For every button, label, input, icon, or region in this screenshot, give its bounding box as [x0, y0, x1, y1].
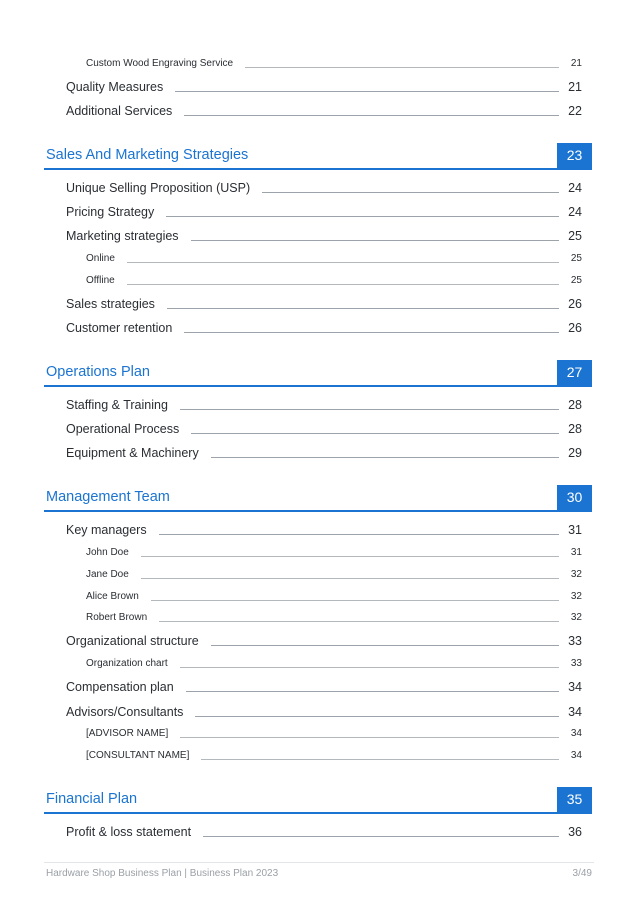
- entry-page-number: 25: [570, 253, 582, 264]
- leader-line: [186, 691, 559, 692]
- entry-title: Organization chart: [86, 658, 178, 669]
- entry-title: Pricing Strategy: [66, 205, 164, 219]
- footer-page-indicator: 3/49: [572, 868, 592, 879]
- leader-line: [211, 645, 559, 646]
- toc-section-heading[interactable]: [0, 485, 638, 513]
- toc-entry[interactable]: [0, 80, 638, 98]
- leader-line: [262, 192, 559, 193]
- section-page-number: 30: [557, 485, 592, 510]
- entry-title: John Doe: [86, 547, 139, 558]
- entry-page-number: 28: [568, 398, 582, 412]
- leader-line: [151, 600, 559, 601]
- entry-title: Staffing & Training: [66, 398, 178, 412]
- toc-section-heading[interactable]: [0, 360, 638, 388]
- leader-line: [166, 216, 559, 217]
- leader-line: [159, 534, 559, 535]
- leader-line: [203, 836, 559, 837]
- entry-page-number: 31: [570, 547, 582, 558]
- leader-line: [167, 308, 559, 309]
- section-title: Sales And Marketing Strategies: [46, 147, 249, 163]
- footer-title: Hardware Shop Business Plan | Business Plan 2023: [46, 868, 279, 879]
- toc-subentry[interactable]: [0, 750, 638, 768]
- leader-line: [175, 91, 559, 92]
- toc-entry[interactable]: [0, 205, 638, 223]
- toc-section-heading[interactable]: [0, 787, 638, 815]
- leader-line: [141, 556, 559, 557]
- entry-page-number: 34: [568, 705, 582, 719]
- leader-line: [191, 433, 559, 434]
- entry-page-number: 26: [568, 321, 582, 335]
- leader-line: [184, 332, 559, 333]
- section-title: Financial Plan: [46, 791, 138, 807]
- toc-entry[interactable]: [0, 634, 638, 652]
- toc-entry[interactable]: [0, 422, 638, 440]
- footer-divider: [44, 862, 594, 863]
- entry-title: Additional Services: [66, 104, 182, 118]
- toc-entry[interactable]: [0, 321, 638, 339]
- entry-page-number: 21: [570, 58, 582, 69]
- section-underline: [44, 510, 592, 512]
- section-underline: [44, 385, 592, 387]
- leader-line: [180, 667, 559, 668]
- leader-line: [184, 115, 559, 116]
- entry-title: [ADVISOR NAME]: [86, 728, 178, 739]
- entry-title: Sales strategies: [66, 297, 165, 311]
- section-title: Operations Plan: [46, 364, 150, 380]
- section-underline: [44, 168, 592, 170]
- entry-title: Robert Brown: [86, 612, 157, 623]
- toc-subentry[interactable]: [0, 547, 638, 565]
- entry-page-number: 25: [568, 229, 582, 243]
- entry-page-number: 32: [570, 569, 582, 580]
- entry-title: Key managers: [66, 523, 157, 537]
- leader-line: [201, 759, 559, 760]
- entry-title: Online: [86, 253, 125, 264]
- entry-page-number: 34: [570, 750, 582, 761]
- leader-line: [127, 284, 559, 285]
- toc-subentry[interactable]: [0, 58, 638, 76]
- toc-entry[interactable]: [0, 229, 638, 247]
- entry-page-number: 29: [568, 446, 582, 460]
- entry-page-number: 25: [570, 275, 582, 286]
- toc-entry[interactable]: [0, 181, 638, 199]
- section-page-number: 35: [557, 787, 592, 812]
- toc-subentry[interactable]: [0, 658, 638, 676]
- entry-page-number: 32: [570, 591, 582, 602]
- entry-page-number: 32: [570, 612, 582, 623]
- entry-page-number: 26: [568, 297, 582, 311]
- entry-page-number: 28: [568, 422, 582, 436]
- entry-page-number: 33: [570, 658, 582, 669]
- toc-entry[interactable]: [0, 825, 638, 843]
- entry-title: Advisors/Consultants: [66, 705, 193, 719]
- leader-line: [211, 457, 559, 458]
- toc-entry[interactable]: [0, 398, 638, 416]
- entry-page-number: 24: [568, 181, 582, 195]
- entry-page-number: 33: [568, 634, 582, 648]
- entry-page-number: 24: [568, 205, 582, 219]
- entry-title: Compensation plan: [66, 680, 184, 694]
- section-title: Management Team: [46, 489, 170, 505]
- entry-title: Customer retention: [66, 321, 182, 335]
- leader-line: [180, 409, 559, 410]
- entry-title: Alice Brown: [86, 591, 149, 602]
- entry-page-number: 21: [568, 80, 582, 94]
- leader-line: [180, 737, 559, 738]
- leader-line: [141, 578, 559, 579]
- entry-page-number: 36: [568, 825, 582, 839]
- section-page-number: 23: [557, 143, 592, 168]
- toc-section-heading[interactable]: [0, 143, 638, 171]
- entry-title: Marketing strategies: [66, 229, 189, 243]
- toc-subentry[interactable]: [0, 728, 638, 746]
- entry-title: [CONSULTANT NAME]: [86, 750, 199, 761]
- entry-title: Quality Measures: [66, 80, 173, 94]
- entry-page-number: 22: [568, 104, 582, 118]
- section-underline: [44, 812, 592, 814]
- entry-title: Profit & loss statement: [66, 825, 201, 839]
- entry-title: Operational Process: [66, 422, 189, 436]
- toc-entry[interactable]: [0, 104, 638, 122]
- entry-page-number: 34: [568, 680, 582, 694]
- toc-entry[interactable]: [0, 523, 638, 541]
- toc-entry[interactable]: [0, 705, 638, 723]
- toc-subentry[interactable]: [0, 612, 638, 630]
- entry-title: Unique Selling Proposition (USP): [66, 181, 260, 195]
- toc-entry[interactable]: [0, 297, 638, 315]
- toc-subentry[interactable]: [0, 275, 638, 293]
- entry-page-number: 31: [568, 523, 582, 537]
- toc-entry[interactable]: [0, 680, 638, 698]
- leader-line: [159, 621, 559, 622]
- entry-title: Organizational structure: [66, 634, 209, 648]
- leader-line: [191, 240, 559, 241]
- leader-line: [245, 67, 559, 68]
- toc-entry[interactable]: [0, 446, 638, 464]
- entry-title: Jane Doe: [86, 569, 139, 580]
- entry-title: Equipment & Machinery: [66, 446, 209, 460]
- leader-line: [127, 262, 559, 263]
- entry-page-number: 34: [570, 728, 582, 739]
- toc-subentry[interactable]: [0, 253, 638, 271]
- toc-subentry[interactable]: [0, 591, 638, 609]
- toc-subentry[interactable]: [0, 569, 638, 587]
- section-page-number: 27: [557, 360, 592, 385]
- leader-line: [195, 716, 559, 717]
- entry-title: Custom Wood Engraving Service: [86, 58, 243, 69]
- entry-title: Offline: [86, 275, 125, 286]
